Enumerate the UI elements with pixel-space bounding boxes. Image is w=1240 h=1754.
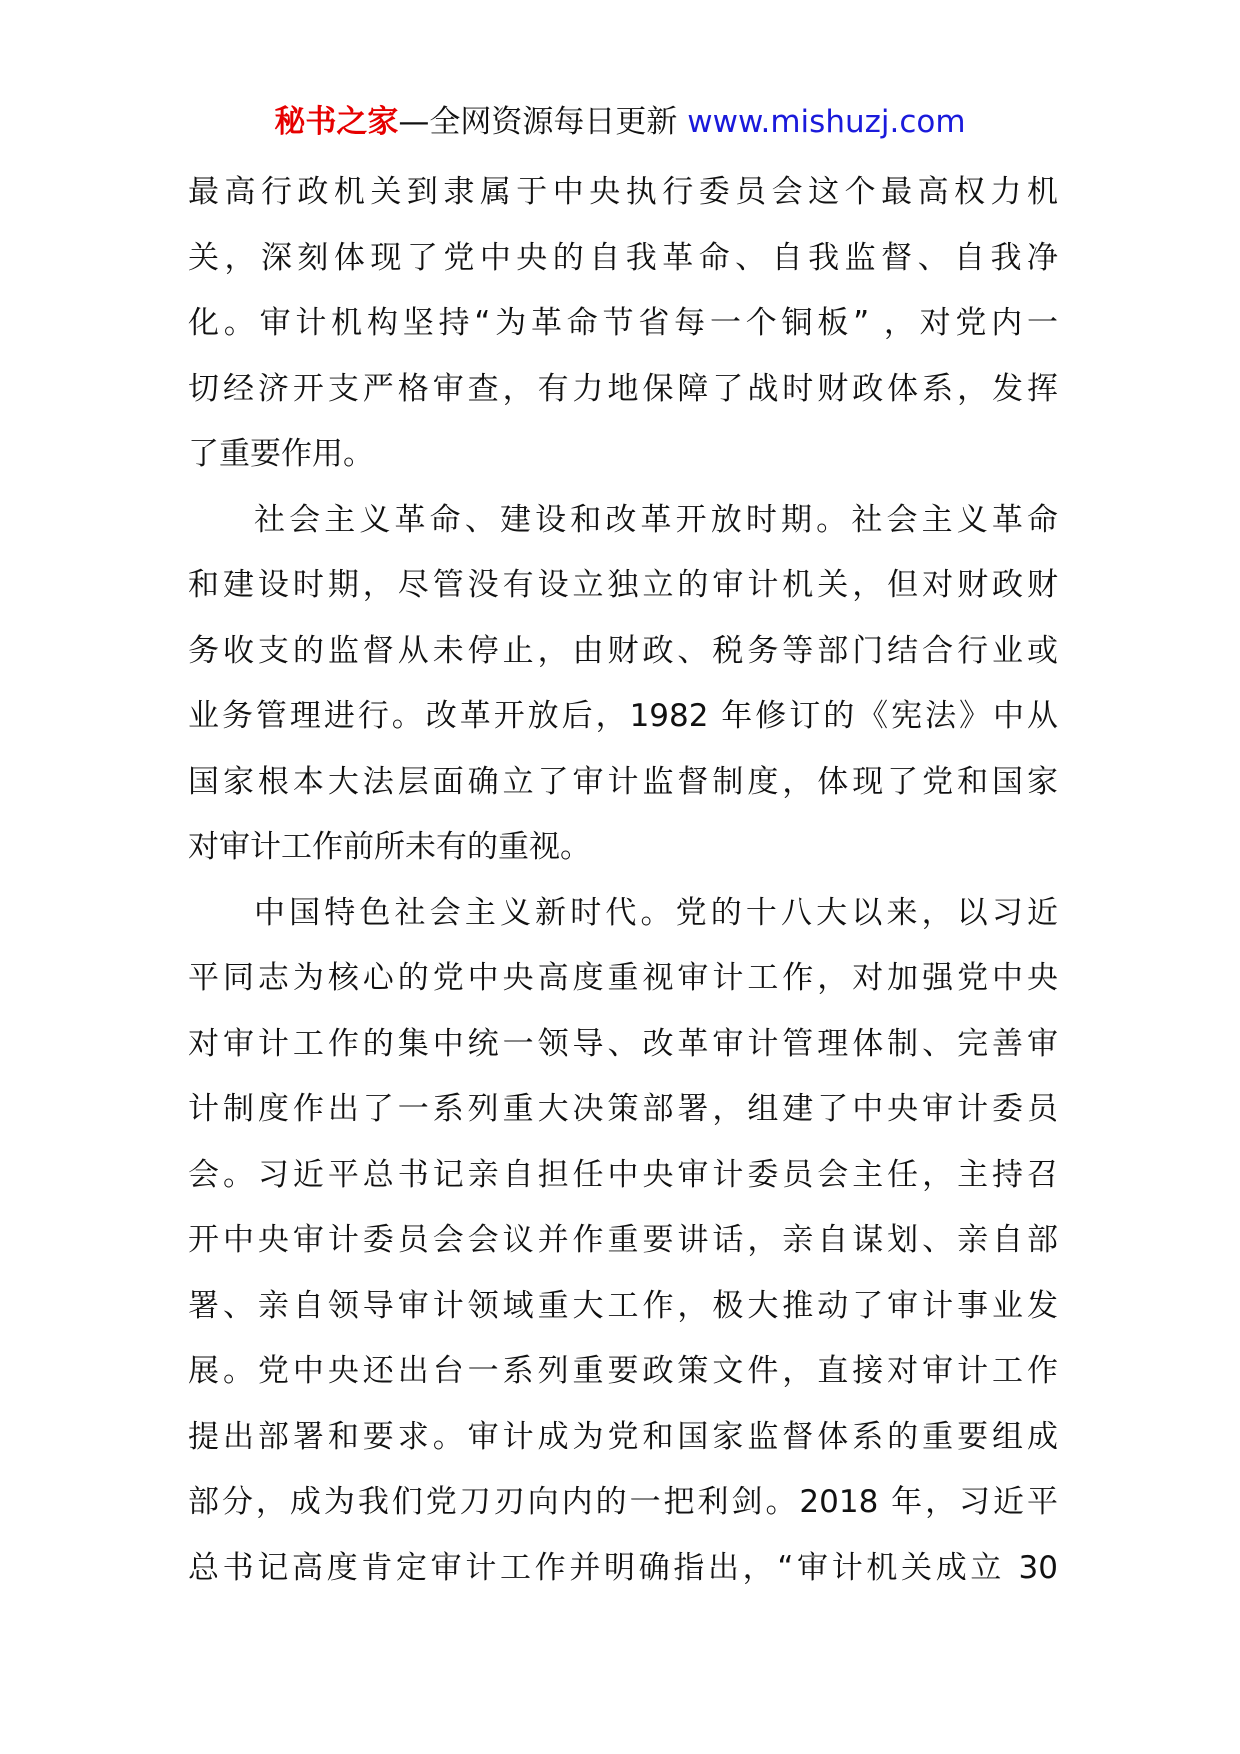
text-line: 署、亲自领导审计领域重大工作，极大推动了审计事业发 bbox=[188, 1287, 1058, 1324]
text-line: 展。党中央还出台一系列重要政策文件，直接对审计工作 bbox=[188, 1353, 1058, 1389]
text-line: 部分，成为我们党刀刃向内的一把利剑。2018 年，习近平 bbox=[188, 1484, 1058, 1520]
text-line: 业务管理进行。改革开放后，1982 年修订的《宪法》中从 bbox=[188, 698, 1058, 734]
text-line: 了重要作用。 bbox=[188, 436, 374, 472]
text-line: 切经济开支严格审查，有力地保障了战时财政体系，发挥 bbox=[188, 370, 1058, 407]
text-line: 平同志为核心的党中央高度重视审计工作，对加强党中央 bbox=[188, 960, 1058, 996]
text-line: 化。审计机构坚持“为革命节省每一个铜板” ，对党内一 bbox=[188, 305, 1058, 341]
page-header bbox=[0, 100, 1240, 144]
text-line: 开中央审计委员会会议并作重要讲话，亲自谋划、亲自部 bbox=[188, 1222, 1058, 1258]
text-line: 国家根本大法层面确立了审计监督制度，体现了党和国家 bbox=[188, 763, 1058, 800]
header-tagline: —全网资源每日更新 bbox=[398, 104, 688, 140]
paragraph-1 bbox=[188, 160, 1058, 488]
text-line: 社会主义革命、建设和改革开放时期。社会主义革命 bbox=[254, 501, 1058, 538]
text-line: 中国特色社会主义新时代。党的十八大以来，以习近 bbox=[254, 894, 1058, 931]
paragraph-3 bbox=[188, 881, 1058, 1602]
text-line: 会。习近平总书记亲自担任中央审计委员会主任，主持召 bbox=[188, 1156, 1058, 1193]
text-line: 总书记高度肯定审计工作并明确指出，“审计机关成立 30 bbox=[188, 1549, 1058, 1586]
text-line: 对审计工作的集中统一领导、改革审计管理体制、完善审 bbox=[188, 1025, 1058, 1062]
brand-name: 秘书之家 bbox=[274, 104, 399, 140]
text-line: 和建设时期，尽管没有设立独立的审计机关，但对财政财 bbox=[188, 567, 1058, 603]
text-line: 最高行政机关到隶属于中央执行委员会这个最高权力机 bbox=[188, 174, 1058, 210]
text-line: 计制度作出了一系列重大决策部署，组建了中央审计委员 bbox=[188, 1091, 1058, 1127]
text-line: 对审计工作前所未有的重视。 bbox=[188, 829, 591, 865]
text-line: 提出部署和要求。审计成为党和国家监督体系的重要组成 bbox=[188, 1418, 1058, 1455]
website-link[interactable]: www.mishuzj.com bbox=[687, 104, 966, 140]
text-line: 关，深刻体现了党中央的自我革命、自我监督、自我净 bbox=[188, 239, 1058, 276]
paragraph-2 bbox=[188, 488, 1058, 881]
document-body bbox=[188, 160, 1058, 1601]
text-line: 务收支的监督从未停止，由财政、税务等部门结合行业或 bbox=[188, 632, 1058, 669]
